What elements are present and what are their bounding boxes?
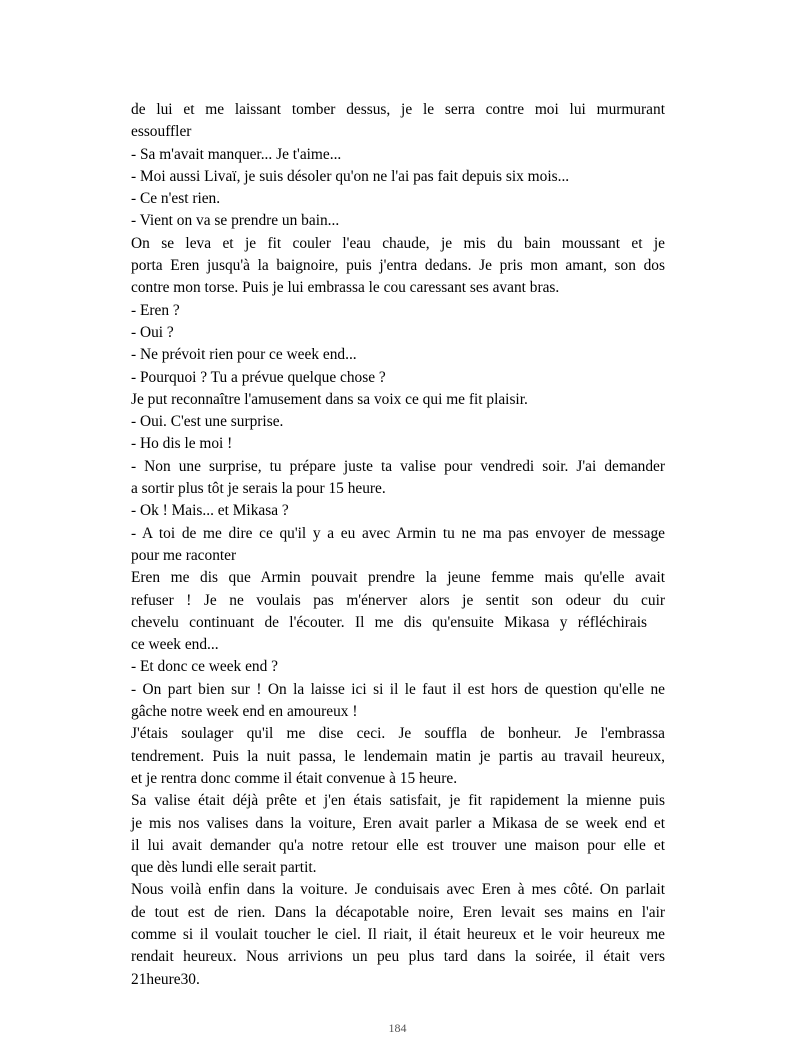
text-line: - Ho dis le moi ! [131,435,233,453]
text-line: rendait heureux. Nous arrivions un peu plus tard dans la soirée, il était vers [131,948,665,966]
text-line: tendrement. Puis la nuit passa, le lendemain matin je partis au travail heureux, [131,747,665,765]
text-line: contre mon torse. Puis je lui embrassa le cou caressant ses avant bras. [131,279,560,297]
text-line: que dès lundi elle serait partit. [131,859,317,877]
text-line: et je rentra donc comme il était convenue à 15 heure. [131,769,458,787]
text-line: Sa valise était déjà prête et j'en étais satisfait, je fit rapidement la mienne puis [131,792,665,810]
text-line: porta Eren jusqu'à la baignoire, puis j'entra dedans. Je pris mon amant, son dos [131,257,665,275]
text-line: - Vient on va se prendre un bain... [131,212,340,230]
text-line: - Pourquoi ? Tu a prévue quelque chose ? [131,368,386,386]
text-line: Eren me dis que Armin pouvait prendre la jeune femme mais qu'elle avait [131,569,665,587]
text-line: Nous voilà enfin dans la voiture. Je conduisais avec Eren à mes côté. On parlait [131,881,665,899]
text-line: - Non une surprise, tu prépare juste ta valise pour vendredi soir. J'ai demander [131,457,665,475]
text-line: refuser ! Je ne voulais pas m'énerver alors je sentit son odeur du cuir [131,591,665,609]
text-line: a sortir plus tôt je serais la pour 15 heure. [131,480,386,498]
text-line: Je put reconnaître l'amusement dans sa voix ce qui me fit plaisir. [131,390,528,408]
text-line: essouffler [131,123,192,141]
text-line: il lui avait demander qu'a notre retour elle est trouver une maison pour elle et [131,836,665,854]
text-line: - Ne prévoit rien pour ce week end... [131,346,357,364]
text-line: - Et donc ce week end ? [131,658,278,676]
text-line: pour me raconter [131,546,237,564]
text-line: - Moi aussi Livaï, je suis désoler qu'on ne l'ai pas fait depuis six mois... [131,167,570,185]
text-line: On se leva et je fit couler l'eau chaude, je mis du bain moussant et je [131,234,665,252]
text-line: - Eren ? [131,301,180,319]
text-line: je mis nos valises dans la voiture, Eren avait parler a Mikasa de se week end et [131,814,665,832]
text-line: - Ok ! Mais... et Mikasa ? [131,502,289,520]
text-line: - Sa m'avait manquer... Je t'aime... [131,145,342,163]
text-line: de tout est de rien. Dans la décapotable noire, Eren levait ses mains en l'air [131,903,665,921]
text-line: gâche notre week end en amoureux ! [131,703,358,721]
text-line: - On part bien sur ! On la laisse ici si il le faut il est hors de question qu'elle ne [131,680,665,698]
text-line: - Oui ? [131,323,174,341]
text-line: - A toi de me dire ce qu'il y a eu avec Armin tu ne ma pas envoyer de message [131,524,665,542]
body-text [131,99,665,991]
text-line: ce week end... [131,636,219,654]
text-line: 21heure30. [131,970,200,988]
text-line: J'étais soulager qu'il me dise ceci. Je souffla de bonheur. Je l'embrassa [131,725,665,743]
page-number: 184 [388,1021,407,1035]
text-line: - Ce n'est rien. [131,190,221,208]
text-line: comme si il voulait toucher le ciel. Il riait, il était heureux et le voir heureux me [131,925,665,943]
text-line: de lui et me laissant tomber dessus, je le serra contre moi lui murmurant [131,101,665,118]
text-line: chevelu continuant de l'écouter. Il me dis qu'ensuite Mikasa y réfléchirais [131,613,647,631]
text-line: - Oui. C'est une surprise. [131,413,284,431]
